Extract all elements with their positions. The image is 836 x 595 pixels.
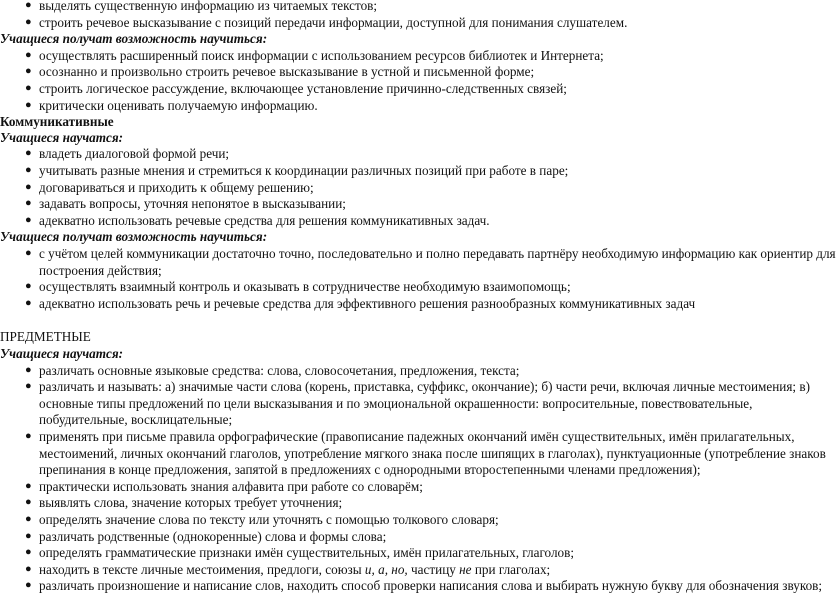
bullet-icon: ● — [25, 15, 32, 28]
bullet-icon: ● — [25, 197, 32, 210]
text-run: находить в тексте личные местоимения, предлоги, союзы — [39, 561, 365, 577]
subheading: Учащиеся научатся: — [0, 345, 124, 361]
bullet-icon: ● — [25, 363, 32, 376]
text-run: при глаголах; — [471, 561, 551, 577]
bullet-icon: ● — [25, 82, 32, 94]
list-item-text: осуществлять взаимный контроль и оказывать в сотрудничестве необходимую взаимопомощь; — [39, 279, 571, 295]
italic-term: и, а, но, — [364, 561, 408, 577]
section-title: ПРЕДМЕТНЫЕ — [0, 329, 91, 345]
bullet-icon: ● — [25, 48, 32, 61]
bullet-icon: ● — [25, 180, 32, 193]
italic-term: не — [459, 561, 472, 577]
list-item-text: препинания в конце предложения, запятой в предложениях с однородными второстепенными членами предложения); — [39, 462, 701, 478]
bullet-icon: ● — [25, 246, 32, 259]
list-item-text: адекватно использовать речь и речевые средства для эффективного решения разнообразных коммуникативных задач — [39, 295, 696, 311]
bullet-icon: ● — [25, 98, 32, 111]
bullet-icon: ● — [25, 479, 32, 492]
bullet-icon: ● — [25, 496, 32, 509]
bullet-icon: ● — [25, 147, 32, 160]
bullet-icon: ● — [25, 280, 32, 293]
list-item-text: строить логическое рассуждение, включающее установление причинно-следственных связей; — [39, 81, 567, 96]
list-item-text: адекватно использовать речевые средства для решения коммуникативных задач. — [39, 212, 490, 228]
list-item-text: различать и называть: а) значимые части слова (корень, приставка, суффикс, окончание); б) части речи, включая личные местоимения; в) — [39, 379, 810, 395]
bullet-icon: ● — [25, 380, 32, 393]
subheading: Учащиеся научатся: — [0, 129, 124, 145]
list-item-text: различать основные языковые средства: слова, словосочетания, предложения, текста; — [39, 362, 520, 378]
list-item-text: различать родственные (однокоренные) слова и формы слова; — [39, 528, 387, 544]
bullet-icon: ● — [25, 163, 32, 176]
bullet-icon: ● — [25, 296, 32, 309]
list-item-text: владеть диалоговой формой речи; — [39, 146, 230, 162]
list-item-text: с учётом целей коммуникации достаточно точно, последовательно и полно передавать партнёру необходимую информацию как ориентир для — [39, 245, 836, 261]
list-item-text: практически использовать знания алфавита при работе со словарём; — [39, 478, 423, 494]
bullet-icon: ● — [25, 546, 32, 559]
list-item-text: строить речевое высказывание с позиций передачи информации, доступной для понимания слушателем. — [39, 14, 628, 30]
list-item-text: применять при письме правила орфографические (правописание падежных окончаний имён существительных, имён прилагательных, — [39, 428, 795, 444]
bullet-icon: ● — [25, 579, 32, 592]
bullet-icon: ● — [25, 512, 32, 525]
list-item-text: осуществлять расширенный поиск информации с использованием ресурсов библиотек и Интернета; — [39, 47, 604, 63]
subheading: Учащиеся получат возможность научиться: — [0, 229, 268, 245]
list-item-text: задавать вопросы, уточняя непонятое в высказывании; — [39, 196, 346, 212]
bullet-icon: ● — [25, 213, 32, 226]
bullet-icon: ● — [25, 65, 32, 78]
bullet-icon: ● — [25, 562, 32, 575]
list-item-text: определять значение слова по тексту или уточнять с помощью толкового словаря; — [39, 511, 499, 527]
bullet-icon: ● — [25, 529, 32, 542]
list-item-text: построения действия; — [39, 262, 162, 278]
list-item-text — [39, 561, 550, 578]
list-item-text: учитывать разные мнения и стремиться к координации различных позиций при работе в паре; — [39, 162, 569, 178]
list-item-text: местоимений, личных окончаний глаголов, употребление мягкого знака после шипящих в глаголах), пунктуационные (употребление знаков — [39, 445, 826, 461]
list-item-text: договариваться и приходить к общему решению; — [39, 179, 314, 195]
list-item-text: выявлять слова, значение которых требует уточнения; — [39, 495, 343, 511]
text-run: частицу — [407, 561, 460, 577]
bullet-icon: ● — [25, 0, 32, 11]
list-item-text: определять грамматические признаки имён существительных, имён прилагательных, глаголов; — [39, 545, 575, 561]
bullet-icon: ● — [25, 429, 32, 442]
section-heading: Коммуникативные — [0, 114, 114, 130]
list-item-text: критически оценивать получаемую информацию. — [39, 97, 318, 113]
list-item-text: осознанно и произвольно строить речевое высказывание в устной и письменной форме; — [39, 64, 535, 80]
list-item-text: различать произношение и написание слов, находить способ проверки написания слова и выбирать нужную букву для обозначения звуков; — [39, 578, 823, 594]
list-item-text: выделять существенную информацию из читаемых текстов; — [39, 0, 378, 13]
list-item-text: основные типы предложений по цели высказывания и по эмоциональной окрашенности: вопросительные, повествовательные, — [39, 395, 753, 411]
subheading: Учащиеся получат возможность научиться: — [0, 31, 268, 47]
list-item-text: побудительные, восклицательные; — [39, 412, 233, 428]
